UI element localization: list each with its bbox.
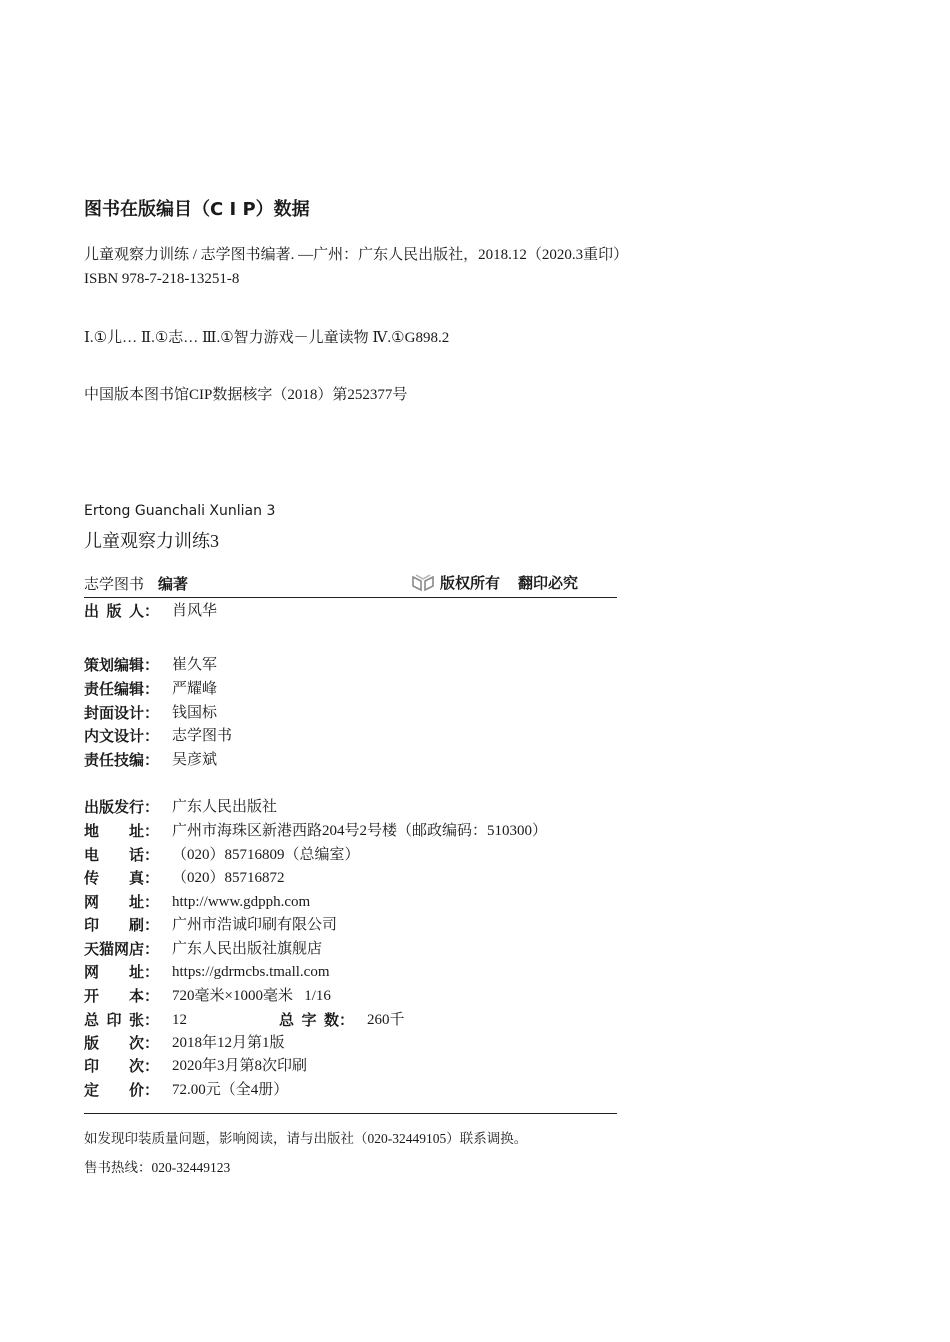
- cip-number: 中国版本图书馆CIP数据核字（2018）第252377号: [84, 387, 408, 403]
- address-row: [84, 821, 547, 841]
- row-label: 网 址：: [84, 963, 159, 981]
- row-label: 印 刷：: [84, 916, 159, 934]
- editor-resp-row: [84, 679, 217, 699]
- row-label: 网 址：: [84, 893, 159, 911]
- row-label: 天猫网店：: [84, 940, 160, 958]
- tmall-url-link[interactable]: https://gdrmcbs.tmall.com: [172, 964, 330, 980]
- book-title: 儿童观察力训练3: [84, 531, 219, 551]
- row-label: 传 真：: [84, 869, 159, 887]
- row-label: 开 本：: [84, 987, 159, 1005]
- divider-bottom: [84, 1113, 617, 1114]
- text-design: 志学图书: [172, 728, 233, 744]
- fax: （020）85716872: [172, 870, 285, 886]
- row-label: 责任技编：: [84, 751, 160, 769]
- author-line: [84, 573, 188, 594]
- price: 72.00元（全4册）: [172, 1082, 289, 1098]
- phone: （020）85716809（总编室）: [172, 847, 360, 863]
- row-label: 总 印 张：: [84, 1011, 159, 1029]
- edition-row: [84, 1033, 285, 1053]
- printer: 广州市浩诚印刷有限公司: [172, 917, 338, 933]
- distributor: 广东人民出版社: [172, 799, 278, 815]
- tech-editor: 吴彦斌: [172, 752, 218, 768]
- cip-title: 图书在版编目（C I P）数据: [84, 199, 310, 220]
- row-label: 版 次：: [84, 1034, 159, 1052]
- tmall-url-row: [84, 962, 330, 982]
- distributor-row: [84, 797, 277, 817]
- cover-design: 钱国标: [172, 705, 218, 721]
- row-label: 责任编辑：: [84, 680, 160, 698]
- row-label: 地 址：: [84, 822, 159, 840]
- text-design-row: [84, 726, 232, 746]
- sales-hotline: 售书热线：020-32449123: [84, 1160, 231, 1175]
- tech-editor-row: [84, 750, 217, 770]
- editor-resp: 严耀峰: [172, 681, 218, 697]
- divider-top: [84, 597, 617, 598]
- editor-plan-row: [84, 655, 217, 675]
- impression: 2020年3月第8次印刷: [172, 1058, 308, 1074]
- row-label: 印 次：: [84, 1057, 159, 1075]
- publisher-person: 肖风华: [172, 603, 218, 619]
- cover-design-row: [84, 703, 217, 723]
- book-icon: [412, 574, 434, 592]
- row-label: 出版发行：: [84, 798, 160, 816]
- author-role: 编著: [158, 575, 189, 593]
- tmall-store: 广东人民出版社旗舰店: [172, 941, 323, 957]
- price-row: [84, 1080, 288, 1100]
- isbn: ISBN 978-7-218-13251-8: [84, 271, 240, 287]
- copyright-piracy: 翻印必究: [518, 574, 579, 592]
- format: 720毫米×1000毫米 1/16: [172, 988, 331, 1004]
- publisher-person-row: [84, 601, 217, 621]
- row-label: 策划编辑：: [84, 656, 160, 674]
- row-label: 出 版 人：: [84, 602, 159, 620]
- author: 志学图书: [84, 577, 145, 593]
- row-label: 封面设计：: [84, 704, 160, 722]
- fax-row: [84, 868, 285, 888]
- book-title-pinyin: Ertong Guanchali Xunlian 3: [84, 503, 276, 519]
- sheets-words-row: [84, 1010, 405, 1030]
- row-label: 定 价：: [84, 1081, 159, 1099]
- row-label: 电 话：: [84, 846, 159, 864]
- printer-row: [84, 915, 337, 935]
- phone-row: [84, 845, 360, 865]
- edition: 2018年12月第1版: [172, 1035, 285, 1051]
- impression-row: [84, 1056, 307, 1076]
- copyright-notice: [412, 572, 578, 593]
- row-label: 总 字 数：: [279, 1011, 354, 1029]
- website-row: [84, 892, 310, 912]
- editor-plan: 崔久军: [172, 657, 218, 673]
- row-label: 内文设计：: [84, 727, 160, 745]
- quality-notice: 如发现印装质量问题，影响阅读，请与出版社（020-32449105）联系调换。: [84, 1131, 528, 1146]
- address: 广州市海珠区新港西路204号2号楼（邮政编码：510300）: [172, 823, 548, 839]
- sheets: 12: [172, 1012, 187, 1028]
- tmall-store-row: [84, 939, 322, 959]
- cip-record-line: 儿童观察力训练 / 志学图书编著. —广州：广东人民出版社，2018.12（2020.3重印）: [84, 247, 629, 263]
- classification: Ⅰ.①儿… Ⅱ.①志… Ⅲ.①智力游戏－儿童读物 Ⅳ.①G898.2: [84, 330, 450, 346]
- copyright-reserved: 版权所有: [440, 574, 501, 592]
- word-count: 260千: [367, 1012, 405, 1028]
- format-row: [84, 986, 331, 1006]
- website-link[interactable]: http://www.gdpph.com: [172, 894, 311, 910]
